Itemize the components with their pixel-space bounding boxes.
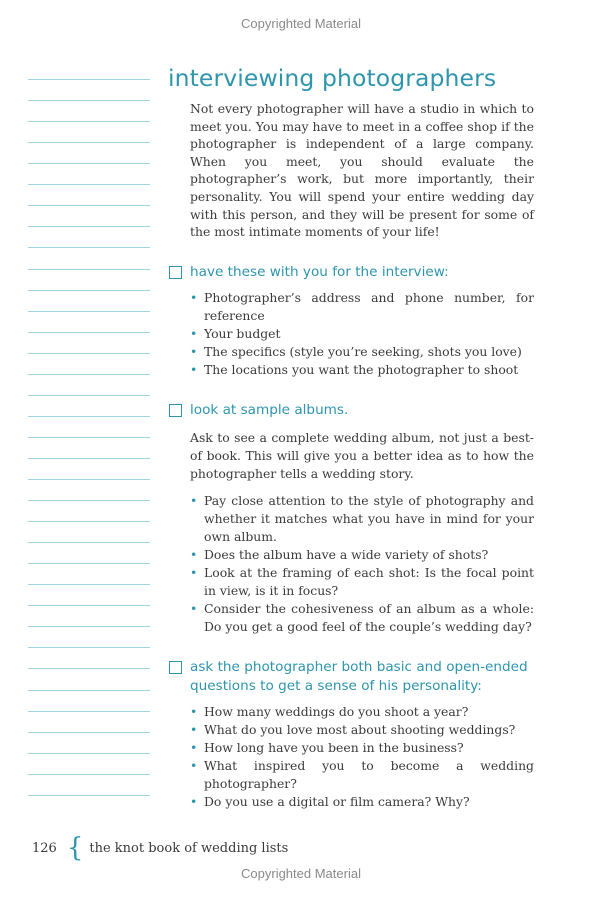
checkbox-icon [169,661,182,674]
page-footer [32,833,289,863]
note-rule-line [28,732,150,733]
note-rule-line [28,353,150,354]
note-rule-line [28,416,150,417]
intro-paragraph: Not every photographer will have a studio in which to meet you. You may have to meet in a coffee shop if the photographer is independent of a large company. When you meet, you should evaluate the photographer’s work, but more importantly, their personality. You will spend your entire wedding day with this person, and they will be present for some of the most intimate moments of your life! [190,101,534,240]
checklist-heading: look at sample albums. [190,401,349,418]
note-rule-line [28,374,150,375]
note-rule-line [28,563,150,564]
note-rule-line [28,269,150,270]
note-rule-line [28,542,150,543]
list-item: • The locations you want the photographer to shoot [190,361,534,379]
checklist-heading: have these with you for the interview: [190,263,449,280]
list-item: • What inspired you to become a wedding photographer? [190,757,534,793]
note-rule-line [28,753,150,754]
bullet-list [190,703,534,811]
note-rule-line [28,500,150,501]
note-rule-line [28,100,150,101]
note-rule-line [28,690,150,691]
book-title: the knot book of wedding lists [89,840,289,856]
list-item: • Look at the framing of each shot: Is the focal point in view, is it in focus? [190,564,534,600]
list-item: • What do you love most about shooting weddings? [190,721,534,739]
note-rule-line [28,795,150,796]
note-rule-line [28,647,150,648]
note-rule-line [28,247,150,248]
note-rule-line [28,290,150,291]
checklist-item-questions [168,658,534,696]
list-item: • Does the album have a wide variety of shots? [190,546,534,564]
checklist-heading: ask the photographer both basic and open-ended questions to get a sense of his personality: [190,658,528,694]
note-rule-line [28,668,150,669]
note-rule-line [28,395,150,396]
note-rule-line [28,605,150,606]
checklist-item-albums [168,401,534,420]
note-rule-line [28,332,150,333]
list-item: • The specifics (style you’re seeking, shots you love) [190,343,534,361]
page-content [168,64,534,811]
note-rule-line [28,184,150,185]
list-item: • How many weddings do you shoot a year? [190,703,534,721]
list-item: • How long have you been in the business? [190,739,534,757]
copyright-watermark-top: Copyrighted Material [241,16,361,31]
note-rule-line [28,79,150,80]
note-rule-line [28,121,150,122]
bullet-list [190,289,534,379]
list-item: • Your budget [190,325,534,343]
brace-ornament: { [66,833,84,863]
note-rule-line [28,479,150,480]
note-rule-line [28,163,150,164]
note-rule-line [28,311,150,312]
note-rule-line [28,142,150,143]
list-item: • Photographer’s address and phone number, for reference [190,289,534,325]
checklist-item-interview [168,263,534,282]
bullet-list [190,492,534,636]
note-rule-line [28,584,150,585]
albums-paragraph: Ask to see a complete wedding album, not just a best-of book. This will give you a better idea as to how the photographer tells a wedding story. [190,429,534,481]
page-title: interviewing photographers [168,64,497,92]
note-rule-line [28,626,150,627]
list-item: • Consider the cohesiveness of an album as a whole: Do you get a good feel of the couple’s wedding day? [190,600,534,636]
page-number: 126 [32,840,57,856]
checkbox-icon [169,404,182,417]
note-rule-line [28,521,150,522]
note-rule-line [28,774,150,775]
list-item: • Pay close attention to the style of photography and whether it matches what you have in mind for your own album. [190,492,534,546]
note-rule-line [28,711,150,712]
list-item: • Do you use a digital or film camera? Why? [190,793,534,811]
note-rule-line [28,437,150,438]
note-rule-line [28,205,150,206]
note-rule-line [28,226,150,227]
note-rule-line [28,458,150,459]
checkbox-icon [169,266,182,279]
copyright-watermark-bottom: Copyrighted Material [241,866,361,881]
